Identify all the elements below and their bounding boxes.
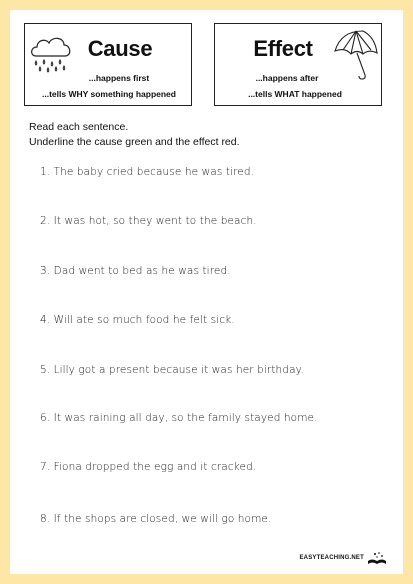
sentence-1: 1. The baby cried because he was tired. xyxy=(40,166,255,178)
sentence-5: 5. Lilly got a present because it was her birthday. xyxy=(40,364,304,376)
effect-line-2: ...tells WHAT happened xyxy=(248,89,342,99)
cause-line-1: ...happens first xyxy=(88,73,150,83)
sentence-8: 8. If the shops are closed, we will go home. xyxy=(40,513,272,525)
effect-box xyxy=(214,23,382,106)
sentence-4: 4. Will ate so much food he felt sick. xyxy=(40,314,235,326)
effect-title: Effect xyxy=(253,36,313,61)
worksheet-page xyxy=(10,10,403,574)
sentence-2: 2. It was hot, so they went to the beach. xyxy=(40,215,257,227)
instructions xyxy=(29,120,240,150)
instruction-line-2: Underline the cause green and the effect red. xyxy=(29,136,240,148)
instruction-line-1: Read each sentence. xyxy=(29,121,129,133)
cause-title: Cause xyxy=(87,36,153,61)
cause-line-2: ...tells WHY something happened xyxy=(42,89,176,99)
sentence-3: 3. Dad went to bed as he was tired. xyxy=(40,265,231,277)
open-book-icon xyxy=(367,551,387,565)
sentence-6: 6. It was raining all day, so the family stayed home. xyxy=(40,412,318,424)
sentence-7: 7. Fiona dropped the egg and it cracked. xyxy=(40,461,257,473)
cause-box xyxy=(24,23,192,106)
brand-name: EASYTEACHING.NET xyxy=(299,555,364,561)
footer-brand xyxy=(299,551,387,565)
effect-line-1: ...happens after xyxy=(255,73,319,83)
